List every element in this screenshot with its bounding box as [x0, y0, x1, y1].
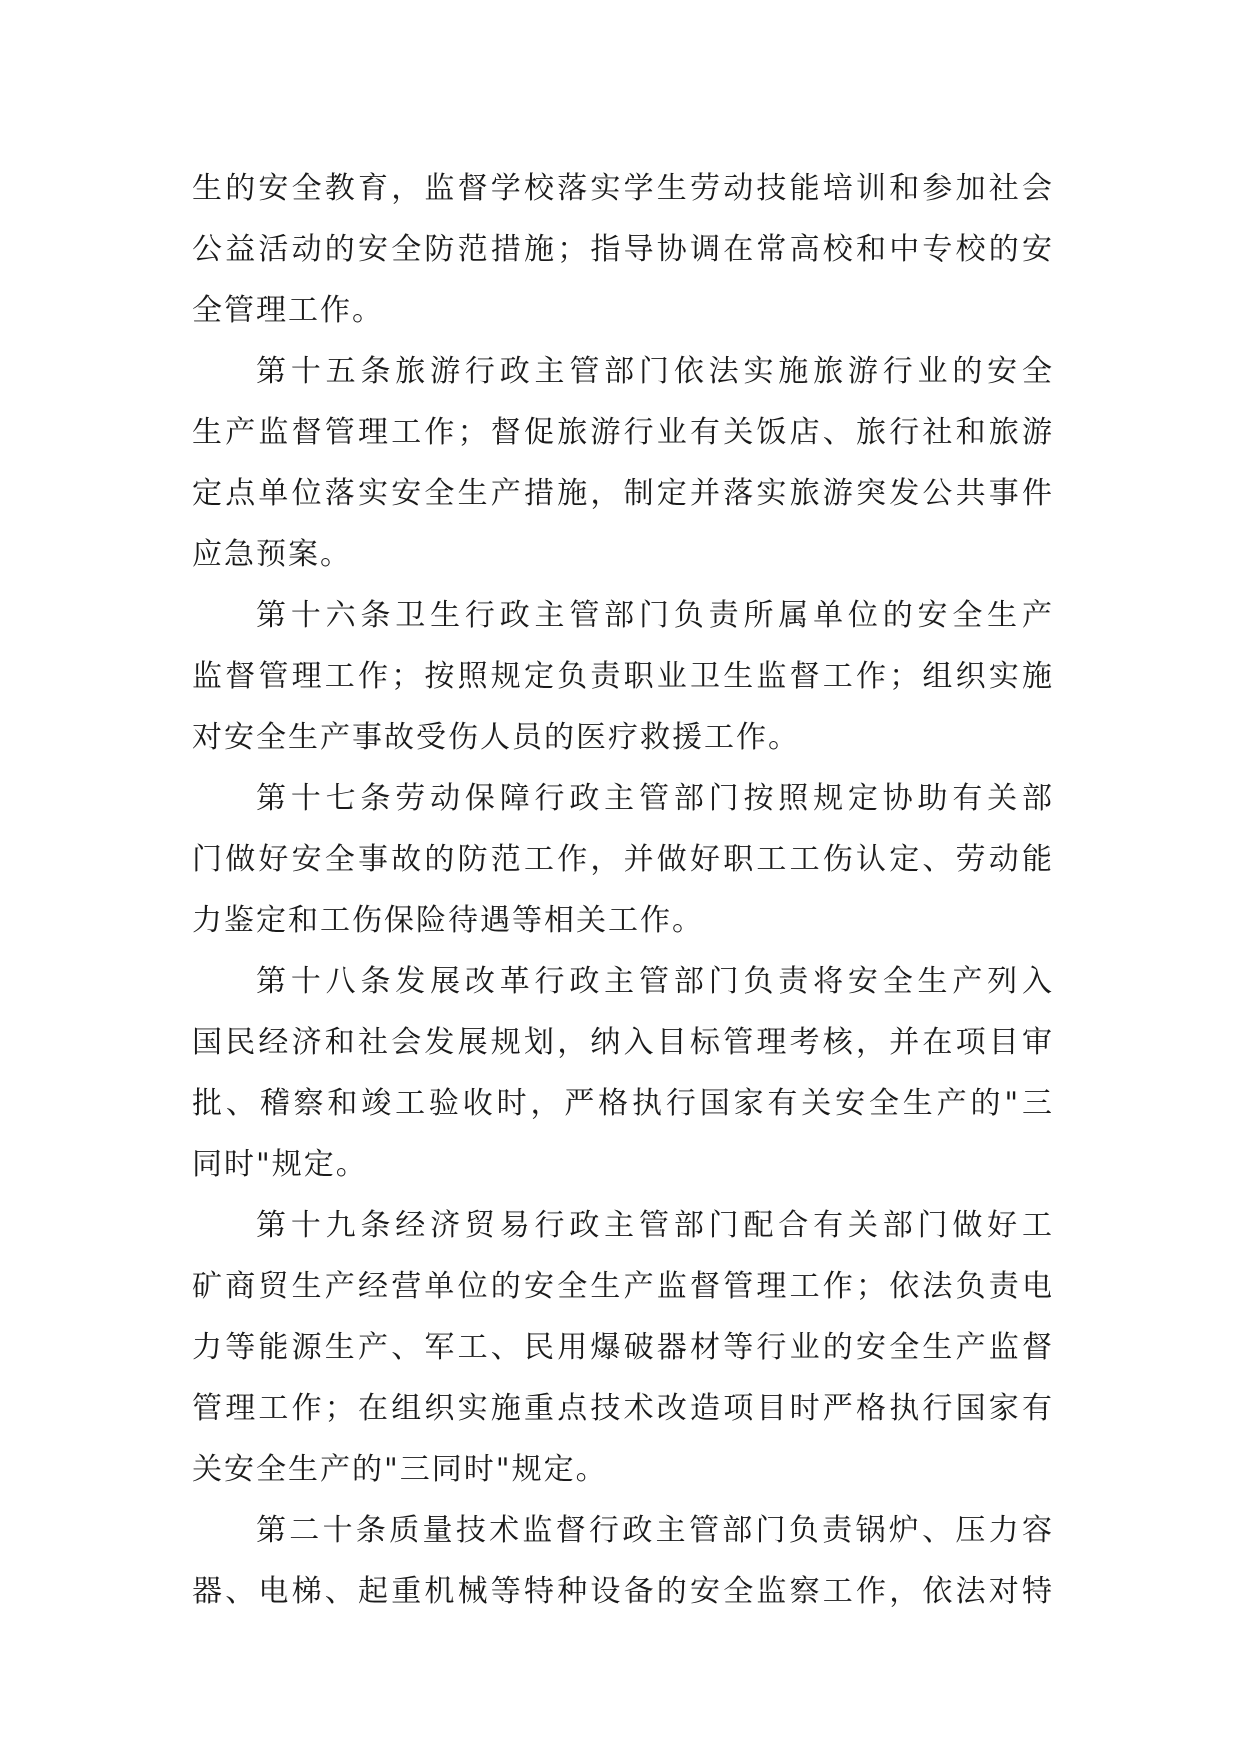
- text-line: 同时"规定。: [192, 1147, 368, 1182]
- text-line: 矿商贸生产经营单位的安全生产监督管理工作；依法负责电: [192, 1269, 1054, 1304]
- text-line: 力鉴定和工伤保险待遇等相关工作。: [192, 903, 704, 938]
- text-line: 国民经济和社会发展规划，纳入目标管理考核，并在项目审: [192, 1025, 1054, 1060]
- paragraph-first-line: 第十九条经济贸易行政主管部门配合有关部门做好工: [256, 1208, 1054, 1243]
- text-line: 力等能源生产、军工、民用爆破器材等行业的安全生产监督: [192, 1330, 1054, 1365]
- paragraph-first-line: 第十六条卫生行政主管部门负责所属单位的安全生产: [256, 598, 1054, 633]
- text-line: 应急预案。: [192, 537, 352, 572]
- text-line: 批、稽察和竣工验收时，严格执行国家有关安全生产的"三: [192, 1086, 1054, 1121]
- text-line: 关安全生产的"三同时"规定。: [192, 1452, 608, 1487]
- paragraph-first-line: 第十八条发展改革行政主管部门负责将安全生产列入: [256, 964, 1054, 999]
- text-line: 生的安全教育，监督学校落实学生劳动技能培训和参加社会: [192, 171, 1054, 206]
- paragraph-first-line: 第十七条劳动保障行政主管部门按照规定协助有关部: [256, 781, 1054, 816]
- paragraph-first-line: 第二十条质量技术监督行政主管部门负责锅炉、压力容: [256, 1513, 1054, 1548]
- text-line: 器、电梯、起重机械等特种设备的安全监察工作，依法对特: [192, 1574, 1054, 1609]
- text-line: 公益活动的安全防范措施；指导协调在常高校和中专校的安: [192, 232, 1054, 267]
- text-line: 门做好安全事故的防范工作，并做好职工工伤认定、劳动能: [192, 842, 1054, 877]
- text-line: 管理工作；在组织实施重点技术改造项目时严格执行国家有: [192, 1391, 1054, 1426]
- text-line: 全管理工作。: [192, 293, 384, 328]
- text-line: 定点单位落实安全生产措施，制定并落实旅游突发公共事件: [192, 476, 1054, 511]
- text-line: 监督管理工作；按照规定负责职业卫生监督工作；组织实施: [192, 659, 1054, 694]
- text-line: 对安全生产事故受伤人员的医疗救援工作。: [192, 720, 800, 755]
- text-line: 生产监督管理工作；督促旅游行业有关饭店、旅行社和旅游: [192, 415, 1054, 450]
- body-text: [192, 158, 1054, 1622]
- paragraph-first-line: 第十五条旅游行政主管部门依法实施旅游行业的安全: [256, 354, 1054, 389]
